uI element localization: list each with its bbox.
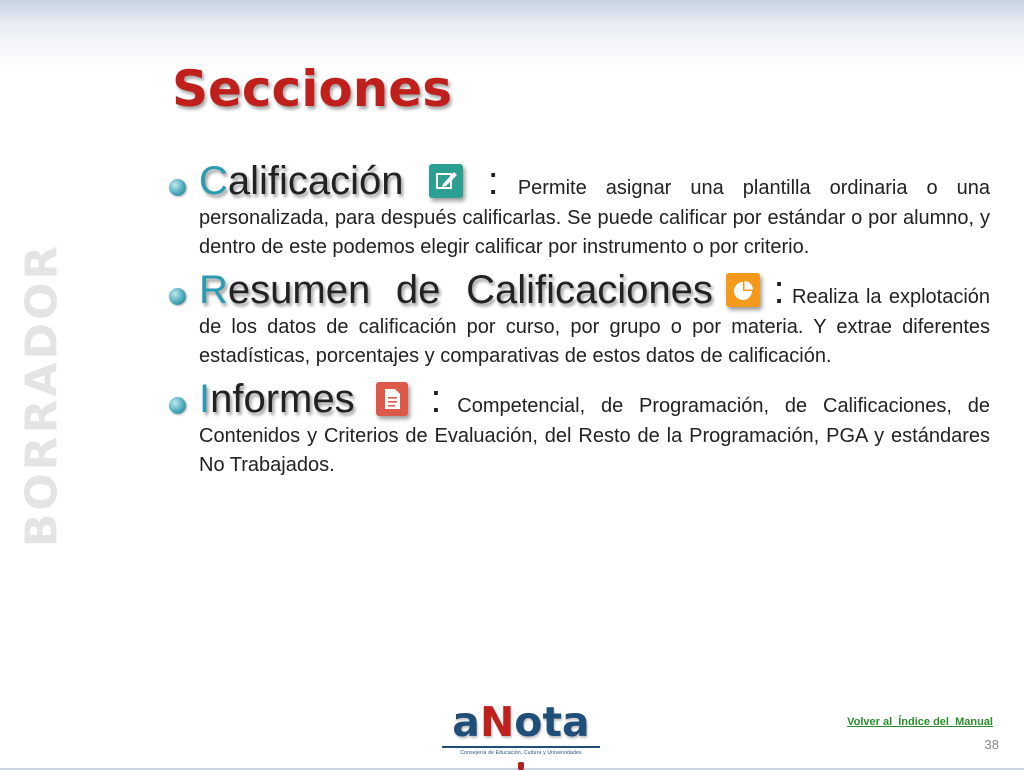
section-separator: : bbox=[773, 268, 785, 312]
document-icon[interactable] bbox=[376, 382, 408, 416]
logo-divider bbox=[442, 746, 600, 748]
watermark: BORRADOR bbox=[16, 242, 68, 548]
section-heading: Informes bbox=[199, 377, 355, 421]
back-to-index-link[interactable]: Volver al Índice del Manual bbox=[847, 716, 993, 728]
section-item-informes bbox=[165, 376, 990, 479]
logo-subtitle: Consejería de Educación, Cultura y Universidades bbox=[460, 750, 582, 756]
section-list bbox=[165, 158, 990, 485]
pie-chart-icon[interactable] bbox=[726, 273, 760, 307]
section-separator: : bbox=[487, 159, 499, 203]
page-number: 38 bbox=[984, 737, 999, 752]
section-item-resumen bbox=[165, 267, 990, 370]
section-heading: Resumen de Calificaciones bbox=[199, 268, 713, 312]
edit-icon[interactable] bbox=[429, 164, 463, 198]
anota-logo bbox=[438, 700, 604, 770]
section-separator: : bbox=[430, 377, 442, 421]
section-description: Permite asignar una plantilla ordinaria o una personalizada, para después calificarlas. Se puede calificar por estándar o por alumno, y dentro de este podemos elegir calificar por instrumento o por criterio. bbox=[199, 177, 991, 258]
section-description: Realiza la explotación de los datos de calificación por curso, por grupo o por materia. Y extrae diferentes estadísticas, porcentajes y comparativas de estos datos de calificación. bbox=[199, 286, 991, 367]
bullet-icon bbox=[169, 288, 186, 305]
section-heading: Calificación bbox=[199, 159, 404, 203]
section-item-calificacion bbox=[165, 158, 990, 261]
logo-wordmark: aNota bbox=[452, 698, 590, 746]
bullet-icon bbox=[169, 179, 186, 196]
crest-icon bbox=[518, 762, 524, 770]
bullet-icon bbox=[169, 397, 186, 414]
section-description: Competencial, de Programación, de Calificaciones, de Contenidos y Criterios de Evaluación, del Resto de la Programación, PGA y estándares No Trabajados. bbox=[199, 395, 991, 476]
slide-title: Secciones bbox=[172, 60, 452, 118]
